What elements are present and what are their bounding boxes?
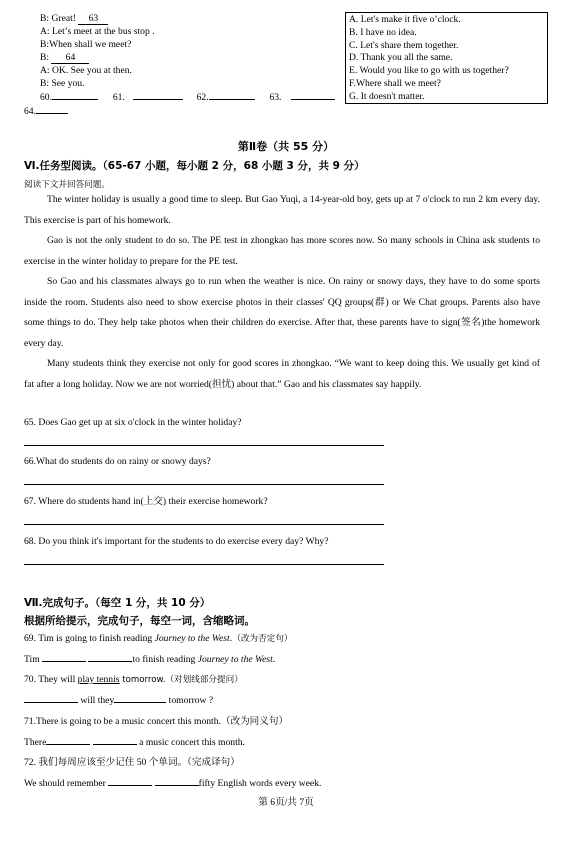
answer-line-62[interactable] bbox=[209, 99, 255, 100]
book-title: Journey to the West bbox=[154, 633, 230, 644]
answer-70-blank-2[interactable] bbox=[114, 702, 166, 703]
question-72: 72. 我们每周应该至少记住 50 个单词。（完成译句） bbox=[24, 757, 240, 768]
dialogue-line-2: A: Let’s meet at the bus stop . bbox=[40, 26, 155, 37]
option-b: B. I have no idea. bbox=[349, 26, 417, 38]
answer-line-68[interactable] bbox=[24, 564, 384, 565]
question-65: 65. Does Gao get up at six o'clock in the winter holiday? bbox=[24, 417, 242, 428]
dialogue-line-4 bbox=[40, 52, 89, 64]
question-67: 67. Where do students hand in(上交) their exercise homework? bbox=[24, 496, 268, 507]
answer-72-blank-1[interactable] bbox=[108, 785, 152, 786]
section-7-instruction: 根据所给提示，完成句子，每空一词，含缩略词。 bbox=[24, 615, 255, 627]
answer-line-65[interactable] bbox=[24, 445, 384, 446]
answer-71-blank-2[interactable] bbox=[93, 744, 137, 745]
answer-72-start: We should remember bbox=[24, 778, 109, 789]
passage-paragraph-3: So Gao and his classmates always go to run when the weather is nice. On rainy or snowy days, they have to do some sports inside the room. Students also need to show exercise photos in their classes' QQ groups(群) or We Chat groups. Parents also have some things to do. They help take photos when their children do exercise. After that, these parents have to sign(签名)the homework every day. bbox=[24, 276, 540, 349]
passage-paragraph-1: The winter holiday is usually a good time to sleep. But Gao Yuqi, a 14-year-old boy, gets up at 7 o'clock to run 2 km every day. This exercise is part of his homework. bbox=[24, 194, 540, 226]
question-71: 71.There is going to be a music concert this month.（改为同义句） bbox=[24, 716, 289, 727]
answer-69-start: Tim bbox=[24, 654, 40, 665]
options-box bbox=[345, 12, 548, 104]
answer-72 bbox=[24, 778, 321, 790]
answer-row bbox=[40, 92, 335, 104]
option-a: A. Let's make it five o’clock. bbox=[349, 14, 461, 25]
dialogue-line-5: A: OK. See you at then. bbox=[40, 65, 132, 76]
answer-70 bbox=[24, 695, 213, 707]
section-6-instruction: 阅读下文并回答问题。 bbox=[24, 180, 110, 190]
answer-69-end: . bbox=[272, 654, 276, 665]
question-69-instruction: .（改为否定句） bbox=[229, 634, 293, 644]
answer-70-mid: will they bbox=[78, 695, 115, 706]
question-66: 66.What do students do on rainy or snowy days? bbox=[24, 456, 211, 467]
page-footer: 第 6页/共 7页 bbox=[258, 797, 314, 808]
question-70-text: 70. They will bbox=[24, 674, 78, 685]
answer-72-blank-2[interactable] bbox=[155, 785, 199, 786]
question-70-instruction: tomorrow.（对划线部分提问） bbox=[119, 675, 243, 685]
book-title: Journey to the West bbox=[197, 654, 273, 665]
answer-line-66[interactable] bbox=[24, 484, 384, 485]
underlined-phrase: play tennis bbox=[77, 674, 120, 685]
option-d: D. Thank you all the same. bbox=[349, 52, 453, 64]
section-6-title: Ⅵ.任务型阅读。（65-67 小题，每小题 2 分，68 小题 3 分，共 9 分） bbox=[24, 160, 365, 172]
question-68: 68. Do you think it's important for the students to do exercise every day? Why? bbox=[24, 536, 329, 547]
dialogue-line-3: B:When shall we meet? bbox=[40, 39, 132, 50]
option-e: E. Would you like to go with us together? bbox=[349, 65, 509, 77]
option-g: G. It doesn't matter. bbox=[349, 90, 425, 102]
answer-71-end: a music concert this month. bbox=[136, 737, 245, 748]
dialogue-line-6: B: See you. bbox=[40, 78, 85, 89]
dialogue-speaker-text: B: bbox=[40, 52, 52, 63]
section-7-title: Ⅶ.完成句子。（每空 1 分，共 10 分） bbox=[24, 597, 211, 609]
option-f: F.Where shall we meet? bbox=[349, 77, 441, 89]
answer-70-end: tomorrow ? bbox=[166, 695, 214, 706]
answer-label-60: 60. bbox=[40, 92, 52, 103]
answer-line-63[interactable] bbox=[291, 99, 335, 100]
answer-label-61: 61. bbox=[112, 92, 125, 103]
answer-69-blank-1[interactable] bbox=[42, 661, 86, 662]
dialogue-speaker-text: B: Great! bbox=[40, 13, 79, 24]
passage-paragraph-2: Gao is not the only student to do so. The PE test in zhongkao has more scores now. So many schools in China ask students to exercise in the winter holiday to prepare for the PE test. bbox=[24, 235, 540, 267]
answer-label-62: 62. bbox=[196, 92, 209, 103]
question-69 bbox=[24, 633, 293, 645]
answer-72-end: fifty English words every week. bbox=[198, 778, 322, 789]
answer-71 bbox=[24, 737, 245, 749]
answer-69-blank-2[interactable] bbox=[88, 661, 132, 662]
answer-line-61[interactable] bbox=[133, 99, 183, 100]
reading-passage bbox=[24, 190, 540, 395]
answer-label-63: 63. bbox=[269, 92, 282, 103]
answer-row-64 bbox=[24, 106, 68, 118]
answer-69-mid: to finish reading bbox=[132, 654, 198, 665]
option-c: C. Let's share them together. bbox=[349, 39, 459, 51]
section-2-title: 第Ⅱ卷（共 55 分） bbox=[237, 140, 335, 153]
answer-71-blank-1[interactable] bbox=[46, 744, 90, 745]
answer-69 bbox=[24, 654, 275, 666]
answer-blank-63[interactable]: 63 bbox=[78, 14, 108, 25]
answer-71-start: There bbox=[24, 737, 47, 748]
answer-line-64[interactable] bbox=[36, 113, 68, 114]
answer-label-64: 64. bbox=[24, 106, 36, 117]
answer-blank-64[interactable]: 64 bbox=[51, 53, 89, 64]
answer-line-60[interactable] bbox=[52, 99, 98, 100]
dialogue-line-1 bbox=[40, 13, 108, 25]
passage-paragraph-4: Many students think they exercise not only for good scores in zhongkao. “We want to keep doing this. We usually get kind of fat after a long holiday. Now we are not worried(担忧) about that.” Gao and his classmates say happily. bbox=[24, 358, 540, 390]
answer-70-blank-1[interactable] bbox=[24, 702, 78, 703]
question-70 bbox=[24, 674, 243, 686]
question-69-text: 69. Tim is going to finish reading bbox=[24, 633, 155, 644]
answer-line-67[interactable] bbox=[24, 524, 384, 525]
